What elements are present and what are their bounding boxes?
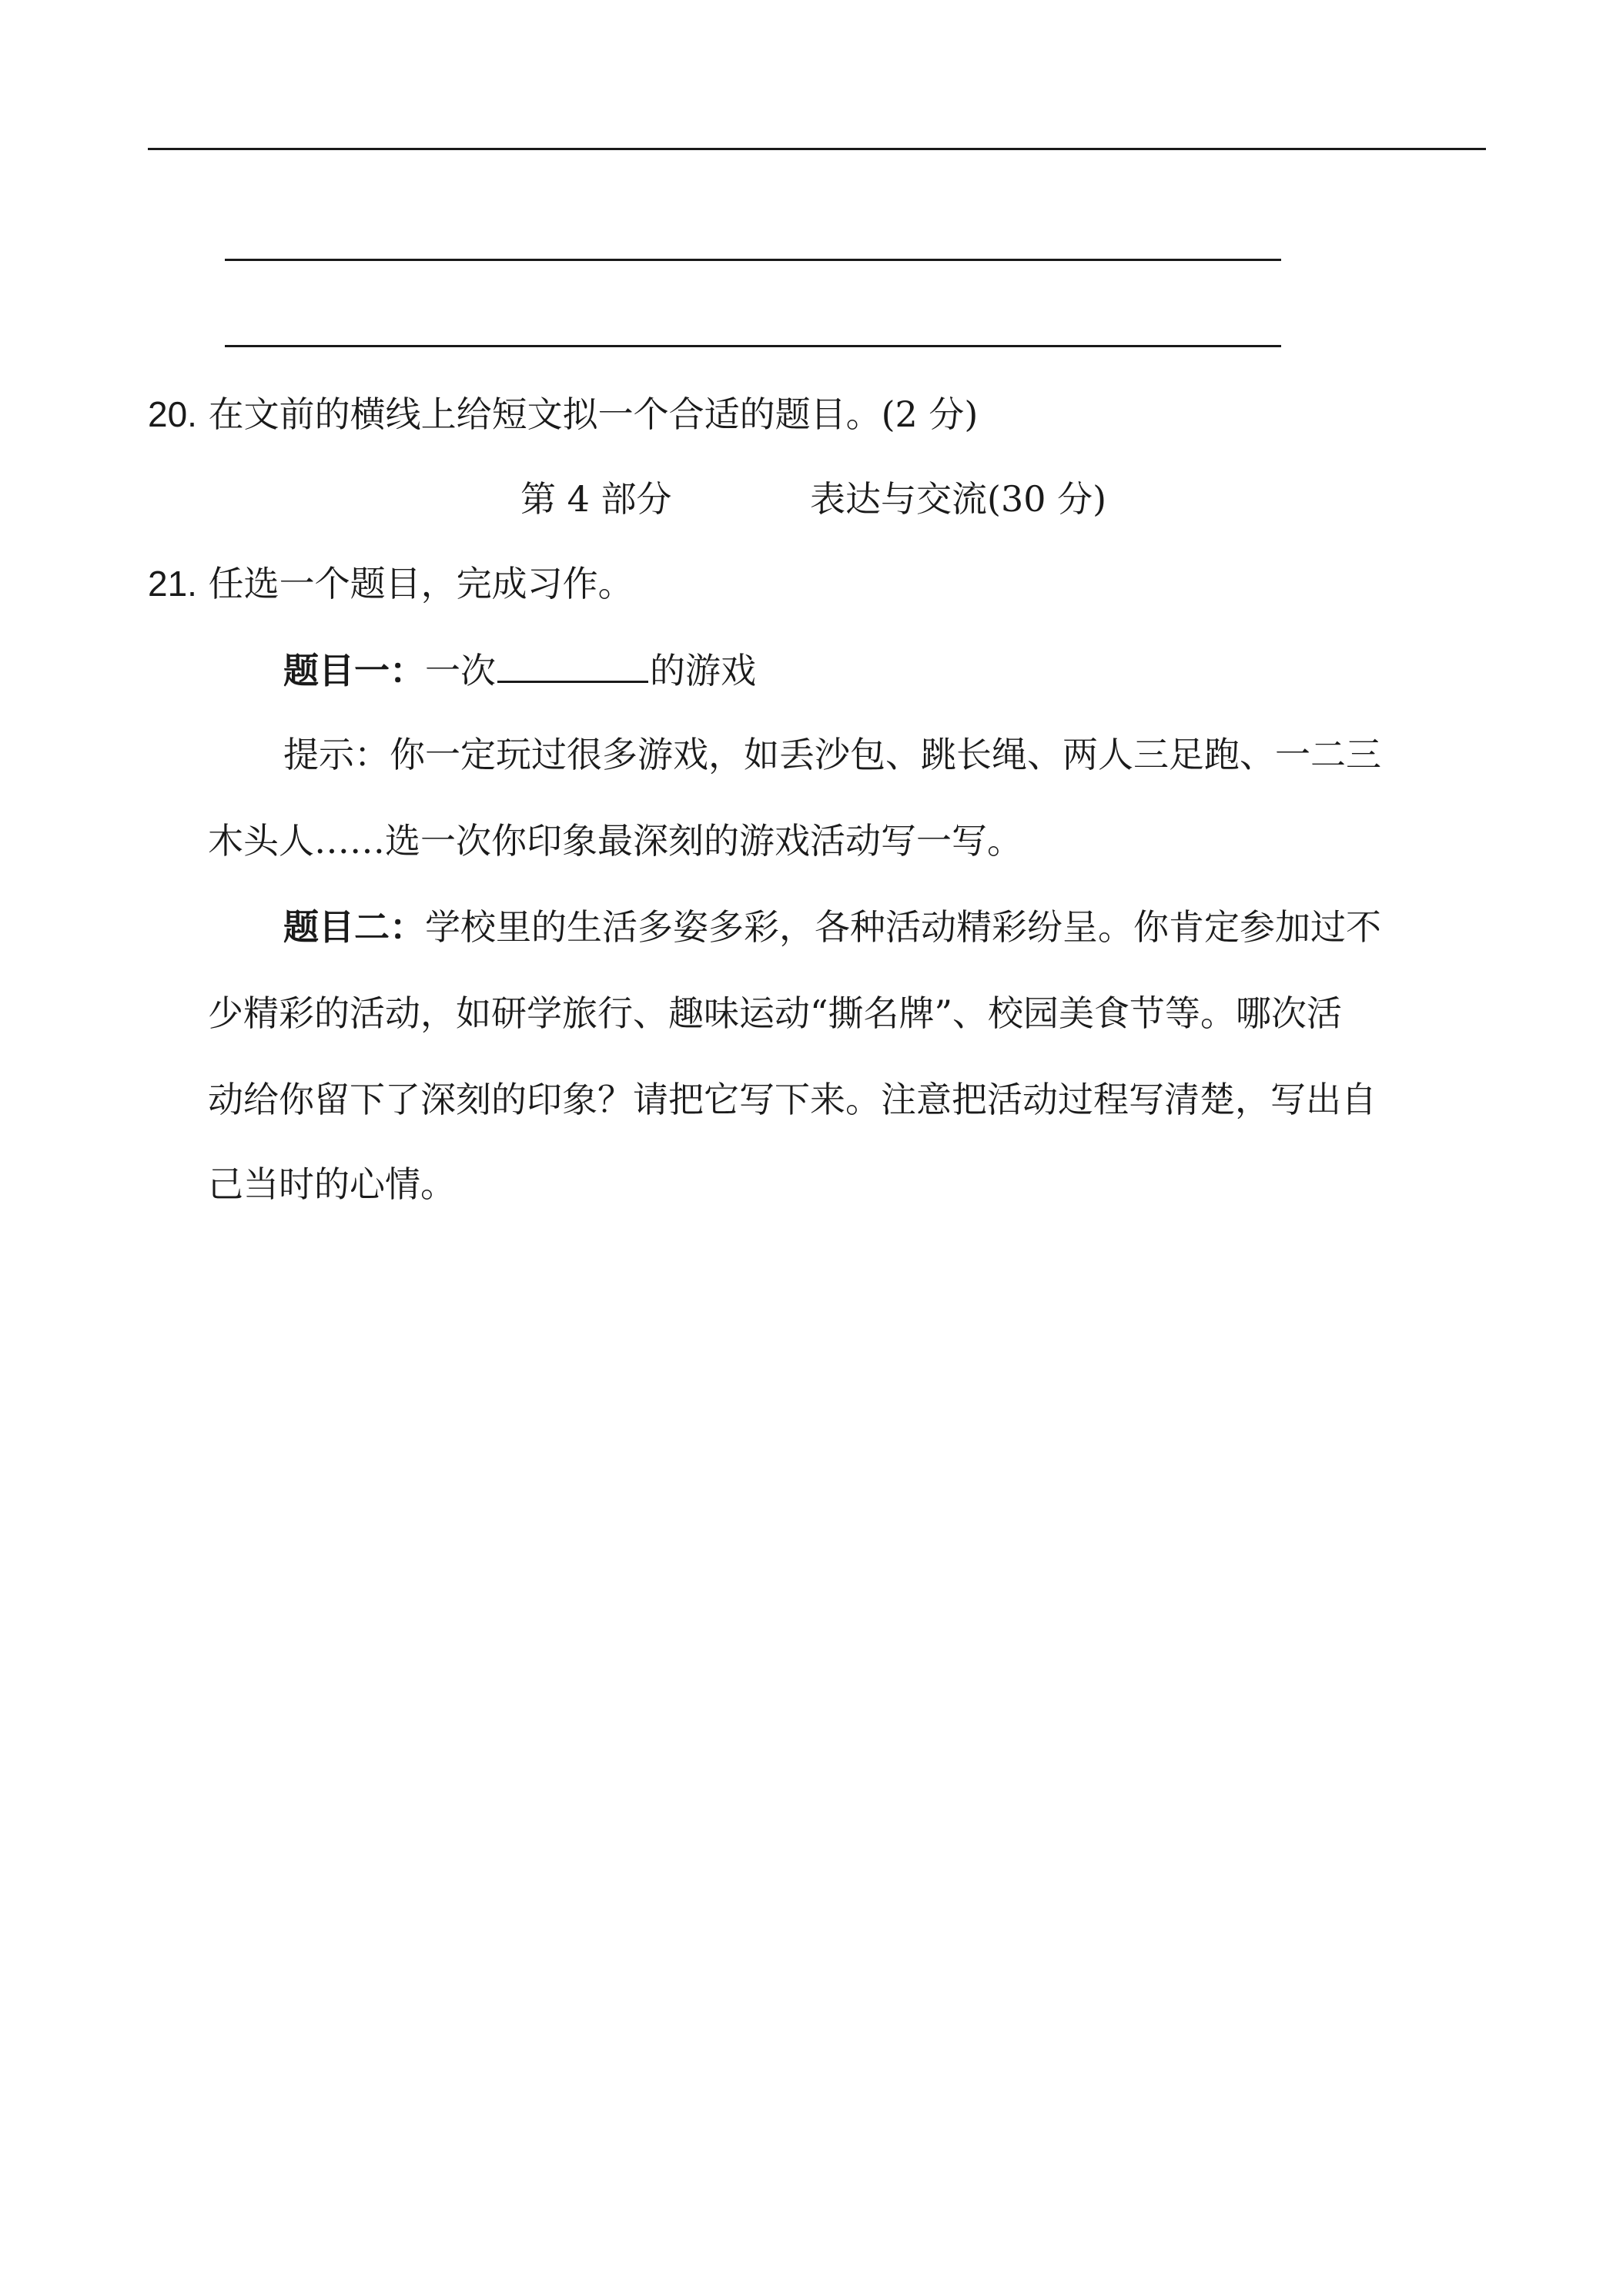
answer-line-2 [225,345,1281,347]
topic-two-text-1: 学校里的生活多姿多彩，各种活动精彩纷呈。你肯定参加过不 [425,906,1381,948]
topic-one-after: 的游戏 [650,650,756,691]
topic-two-text-3: 动给你留下了深刻的印象？请把它写下来。注意把活动过程写清楚，写出自 [208,1079,1377,1120]
topic-two-line-2 [208,990,1342,1036]
topic-one-label: 题目一： [283,650,425,691]
question-text: 任选一个题目，完成习作。 [208,563,634,604]
topic-two-label: 题目二： [283,906,425,948]
topic-two-line-4 [208,1161,456,1207]
question-20 [148,391,978,437]
topic-two-line-1 [283,904,1381,950]
hint-line-1 [283,731,1381,778]
topic-one [283,645,756,694]
topic-one-before: 一次 [425,650,496,691]
topic-two-line-3 [208,1076,1377,1123]
section-title-text: 表达与交流(30 分) [810,478,1107,520]
topic-two-text-2: 少精彩的活动，如研学旅行、趣味运动“撕名牌”、校园美食节等。哪次活 [208,992,1343,1034]
hint-text-2: 木头人……选一次你印象最深刻的游戏活动写一写。 [208,820,1022,862]
question-number: 21. [148,564,197,604]
fill-in-blank[interactable] [497,645,648,683]
answer-line-top [148,148,1486,150]
section-heading [520,476,672,522]
hint-text-1: 提示：你一定玩过很多游戏，如丢沙包、跳长绳、两人三足跑、一二三 [283,734,1381,775]
question-text: 在文前的横线上给短文拟一个合适的题目。(2 分) [208,393,979,435]
question-number: 20. [148,394,197,434]
section-title [810,476,1106,522]
topic-two-text-4: 己当时的心情。 [208,1163,456,1205]
section-label: 第 4 部分 [520,478,672,520]
question-21 [148,561,634,607]
hint-line-2 [208,818,1022,864]
answer-line-1 [225,259,1281,261]
